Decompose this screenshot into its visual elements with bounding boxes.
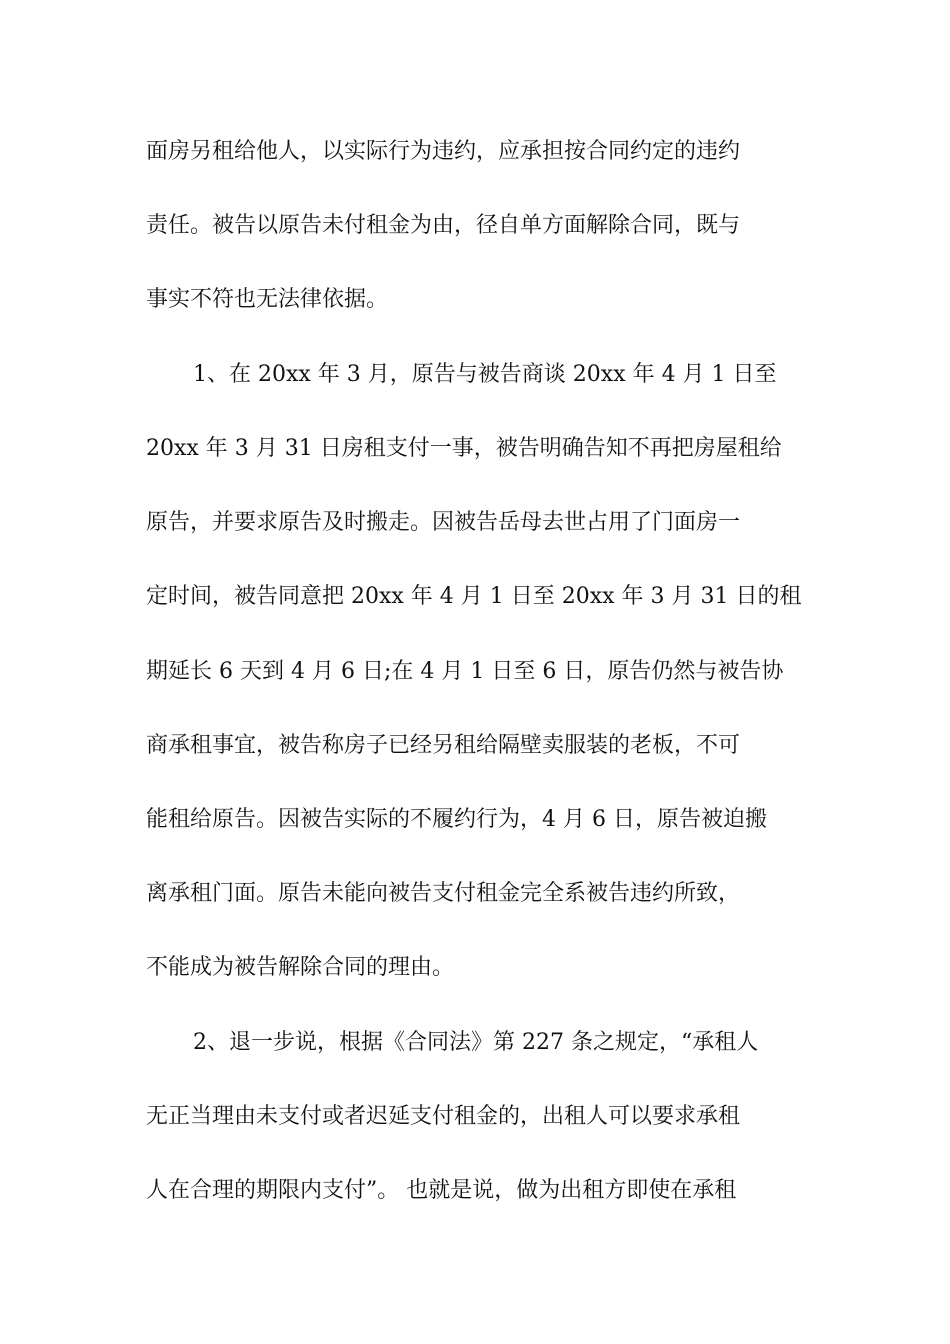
paragraph-2-line-1: 2、退一步说，根据《合同法》第 227 条之规定，“承租人 <box>193 1030 759 1055</box>
paragraph-1-line-8: 离承租门面。原告未能向被告支付租金完全系被告违约所致， <box>146 881 741 906</box>
paragraph-1-line-3: 原告，并要求原告及时搬走。因被告岳母去世占用了门面房一 <box>146 510 741 535</box>
paragraph-1-line-1: 1、在 20xx 年 3 月，原告与被告商谈 20xx 年 4 月 1 日至 <box>193 362 777 387</box>
text-line-1: 面房另租给他人，以实际行为违约，应承担按合同约定的违约 <box>146 139 741 164</box>
text-line-2: 责任。被告以原告未付租金为由，径自单方面解除合同，既与 <box>146 213 741 238</box>
paragraph-2-line-3: 人在合理的期限内支付”。 也就是说，做为出租方即使在承租 <box>146 1178 737 1203</box>
paragraph-1-line-2: 20xx 年 3 月 31 日房租支付一事，被告明确告知不再把房屋租给 <box>146 436 782 461</box>
paragraph-1-line-5: 期延长 6 天到 4 月 6 日;在 4 月 1 日至 6 日，原告仍然与被告协 <box>146 659 784 684</box>
text-line-3: 事实不符也无法律依据。 <box>146 287 389 312</box>
paragraph-1-line-6: 商承租事宜，被告称房子已经另租给隔壁卖服装的老板，不可 <box>146 733 741 758</box>
paragraph-1-line-7: 能租给原告。因被告实际的不履约行为，4 月 6 日，原告被迫搬 <box>146 807 767 832</box>
paragraph-1-line-9: 不能成为被告解除合同的理由。 <box>146 955 455 980</box>
paragraph-2-line-2: 无正当理由未支付或者迟延支付租金的，出租人可以要求承租 <box>146 1104 741 1129</box>
paragraph-1-line-4: 定时间，被告同意把 20xx 年 4 月 1 日至 20xx 年 3 月 31 日的租 <box>146 584 802 609</box>
